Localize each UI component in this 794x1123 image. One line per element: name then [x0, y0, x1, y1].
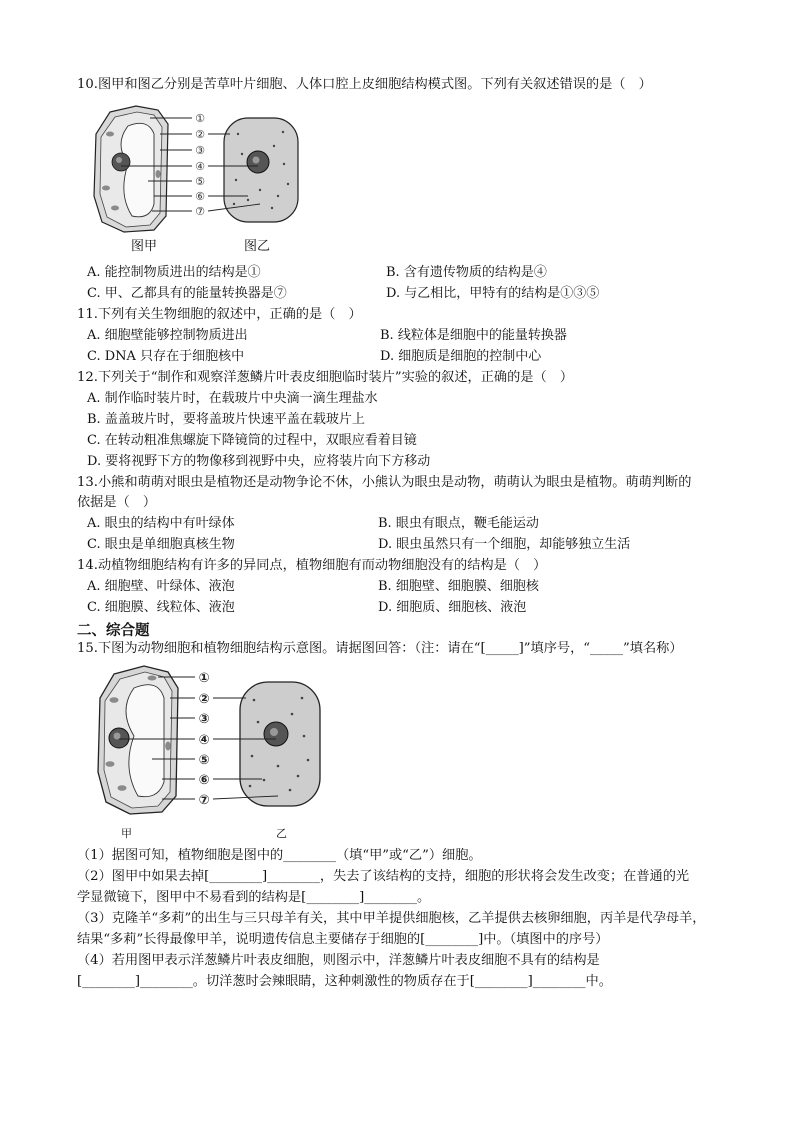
q15-part3-line2: 结果“多莉”长得最像甲羊，说明遗传信息主要储存于细胞的[________]中。（填图中的序号） — [77, 932, 609, 947]
q10-label-7: ⑦ — [195, 205, 205, 218]
q15-part1: （1）据图可知，植物细胞是图中的________（填“甲”或“乙”）细胞。 — [77, 848, 482, 863]
q10-option-a[interactable]: A. 能控制物质进出的结构是① — [87, 265, 261, 280]
q11-option-b[interactable]: B. 线粒体是细胞中的能量转换器 — [380, 328, 567, 343]
q11-option-d[interactable]: D. 细胞质是细胞的控制中心 — [380, 349, 542, 364]
q12-option-c[interactable]: C. 在转动粗准焦螺旋下降镜筒的过程中，双眼应看着目镜 — [87, 433, 417, 448]
q14-option-b[interactable]: B. 细胞壁、细胞膜、细胞核 — [378, 579, 539, 594]
q10-caption-yi: 图乙 — [244, 239, 271, 254]
plant-cell-diagram — [94, 106, 168, 232]
q12-option-a[interactable]: A. 制作临时装片时，在载玻片中央滴一滴生理盐水 — [87, 391, 378, 406]
q15-part3-line1: （3）克隆羊“多莉”的出生与三只母羊有关，其中甲羊提供细胞核，乙羊提供去核卵细胞，丙羊是代孕母羊， — [77, 911, 706, 926]
q10-option-c[interactable]: C. 甲、乙都具有的能量转换器是⑦ — [87, 286, 287, 301]
q14-option-c[interactable]: C. 细胞膜、线粒体、液泡 — [87, 600, 235, 615]
q15-label-2: ② — [198, 692, 210, 707]
q15-caption-jia: 甲 — [121, 827, 132, 840]
q15-label-5: ⑤ — [198, 753, 210, 768]
q10-label-5: ⑤ — [195, 175, 205, 188]
q10-cell-figure — [88, 104, 318, 244]
q15-part2-line1: （2）图甲中如果去掉[________]________，失去了该结构的支持，细胞的形状将会发生改变；在普通的光 — [77, 869, 690, 884]
q10-option-d[interactable]: D. 与乙相比，甲特有的结构是①③⑤ — [386, 286, 600, 301]
q13-stem-line1: 13.小熊和萌萌对眼虫是植物还是动物争论不休，小熊认为眼虫是动物，萌萌认为眼虫是植物。萌萌判断的 — [77, 475, 692, 490]
q15-part4-line2: [________]________。切洋葱时会辣眼睛，这种刺激性的物质存在于[________]________中。 — [77, 974, 612, 989]
q14-stem: 14.动植物细胞结构有许多的异同点，植物细胞有而动物细胞没有的结构是（ ） — [77, 558, 547, 573]
q15-label-7: ⑦ — [198, 793, 210, 808]
q12-stem: 12.下列关于“制作和观察洋葱鳞片叶表皮细胞临时装片”实验的叙述，正确的是（ ） — [77, 370, 574, 385]
plant-cell-diagram-large — [98, 666, 178, 814]
q14-option-a[interactable]: A. 细胞壁、叶绿体、液泡 — [87, 579, 235, 594]
q15-part4-line1: （4）若用图甲表示洋葱鳞片叶表皮细胞，则图示中，洋葱鳞片叶表皮细胞不具有的结构是 — [77, 953, 600, 968]
q10-label-3: ③ — [195, 144, 205, 157]
animal-cell-diagram — [224, 118, 298, 222]
q15-label-6: ⑥ — [198, 773, 210, 788]
q11-option-c[interactable]: C. DNA 只存在于细胞核中 — [87, 349, 245, 364]
q13-stem-line2: 依据是（ ） — [77, 495, 157, 510]
q12-option-b[interactable]: B. 盖盖玻片时，要将盖玻片快速平盖在载玻片上 — [87, 412, 365, 427]
q15-caption-yi: 乙 — [276, 827, 287, 840]
q15-label-1: ① — [198, 671, 210, 686]
q10-stem: 10.图甲和图乙分别是苦草叶片细胞、人体口腔上皮细胞结构模式图。下列有关叙述错误的是（ ） — [77, 77, 652, 92]
q10-label-6: ⑥ — [195, 190, 205, 203]
q13-option-b[interactable]: B. 眼虫有眼点，鞭毛能运动 — [378, 516, 539, 531]
q15-label-4: ④ — [198, 733, 210, 748]
q10-option-b[interactable]: B. 含有遗传物质的结构是④ — [386, 265, 547, 280]
q13-option-a[interactable]: A. 眼虫的结构中有叶绿体 — [87, 516, 235, 531]
animal-cell-diagram-large — [240, 682, 320, 806]
q10-label-2: ② — [195, 128, 205, 141]
q11-option-a[interactable]: A. 细胞壁能够控制物质进出 — [87, 328, 248, 343]
q13-option-c[interactable]: C. 眼虫是单细胞真核生物 — [87, 537, 235, 552]
section-heading: 二、综合题 — [77, 623, 150, 639]
q15-cell-figure — [92, 664, 336, 824]
q15-label-3: ③ — [198, 712, 210, 727]
q14-option-d[interactable]: D. 细胞质、细胞核、液泡 — [378, 600, 527, 615]
q15-stem: 15.下图为动物细胞和植物细胞结构示意图。请据图回答：（注：请在“[_____]”填序号，“_____”填名称） — [77, 641, 683, 656]
q13-option-d[interactable]: D. 眼虫虽然只有一个细胞，却能够独立生活 — [378, 537, 631, 552]
q12-option-d[interactable]: D. 要将视野下方的物像移到视野中央，应将装片向下方移动 — [87, 454, 431, 469]
q11-stem: 11.下列有关生物细胞的叙述中，正确的是（ ） — [77, 307, 362, 322]
q15-part2-line2: 学显微镜下，图甲中不易看到的结构是[________]________。 — [77, 890, 431, 905]
q10-caption-jia: 图甲 — [131, 239, 158, 254]
q10-label-4: ④ — [195, 160, 205, 173]
q10-label-1: ① — [195, 112, 205, 125]
